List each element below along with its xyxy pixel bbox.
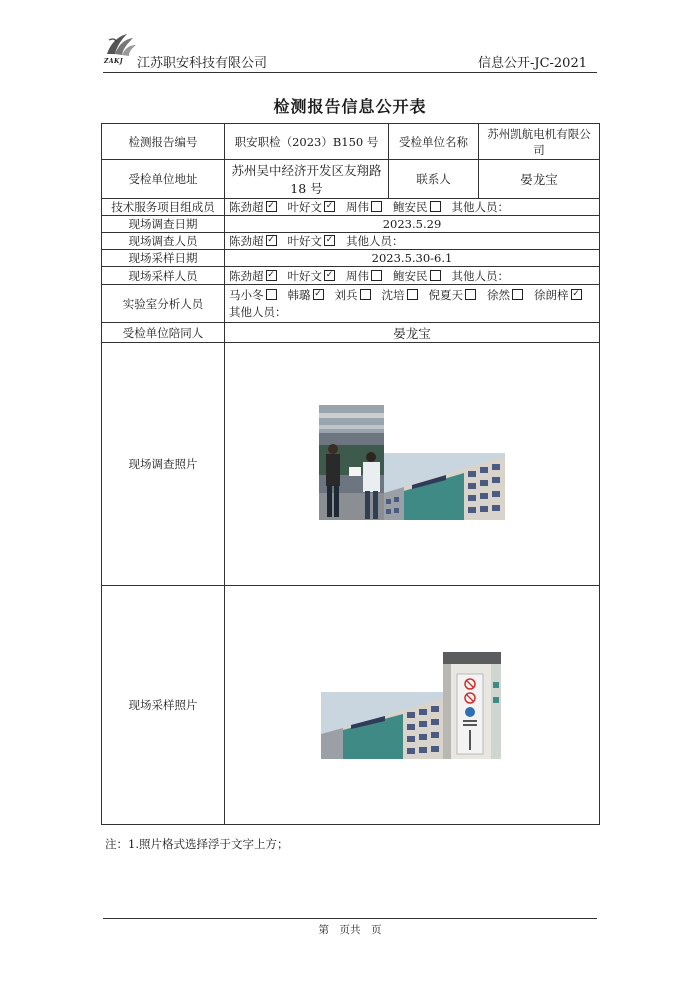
escort-label: 受检单位陪同人 xyxy=(102,323,225,343)
staff-name: 徐然 xyxy=(487,287,510,302)
header-rule xyxy=(103,72,597,73)
sampling-photo-cell xyxy=(225,586,600,825)
logo-text: ZAKJ xyxy=(104,58,124,65)
escort-value: 晏龙宝 xyxy=(225,323,600,343)
team-member-list xyxy=(229,200,452,214)
table-note: 注：1.照片格式选择浮于文字上方； xyxy=(105,837,289,851)
survey-photo-indoor xyxy=(319,405,384,520)
company-name: 江苏职安科技有限公司 xyxy=(137,56,268,71)
sampling-date-value: 2023.5.30-6.1 xyxy=(225,250,600,267)
staff-entry xyxy=(382,288,420,302)
page-header xyxy=(103,30,597,72)
staff-name: 陈劲超 xyxy=(229,268,264,283)
report-no-value: 职安职检（2023）B150 号 xyxy=(225,124,389,160)
unchecked-box-icon[interactable] xyxy=(371,201,382,212)
staff-entry xyxy=(288,200,338,214)
footer-rule xyxy=(103,918,597,919)
checked-box-icon[interactable] xyxy=(266,201,277,212)
survey-others-label: 其他人员： xyxy=(346,234,404,248)
staff-entry xyxy=(288,288,326,302)
survey-staff xyxy=(225,233,600,250)
table-row xyxy=(102,343,600,586)
team-label: 技术服务项目组成员 xyxy=(102,199,225,216)
address-value: 苏州吴中经济开发区友翔路 18 号 xyxy=(225,160,389,199)
unchecked-box-icon[interactable] xyxy=(512,289,523,300)
document-code: 信息公开-JC-2021 xyxy=(477,56,587,71)
survey-photo-cell xyxy=(225,343,600,586)
page-title: 检测报告信息公开表 xyxy=(273,97,427,116)
client-label: 受检单位名称 xyxy=(389,124,479,160)
staff-entry xyxy=(429,288,479,302)
checked-box-icon[interactable] xyxy=(324,201,335,212)
company-logo xyxy=(103,30,139,70)
unchecked-box-icon[interactable] xyxy=(266,289,277,300)
sampling-staff-label: 现场采样人员 xyxy=(102,267,225,285)
checked-box-icon[interactable] xyxy=(571,289,582,300)
survey-photo-building xyxy=(384,453,505,520)
sampling-staff xyxy=(225,267,600,285)
survey-date-value: 2023.5.29 xyxy=(225,216,600,233)
sampling-others-label: 其他人员： xyxy=(451,268,509,283)
sampling-staff-list xyxy=(229,269,452,283)
staff-name: 陈劲超 xyxy=(229,234,264,248)
table-row xyxy=(102,267,600,285)
checked-box-icon[interactable] xyxy=(324,235,335,246)
table-row xyxy=(102,216,600,233)
sampling-photo-label: 现场采样照片 xyxy=(102,586,225,825)
staff-name: 叶好文 xyxy=(287,268,322,283)
staff-name: 韩璐 xyxy=(287,287,311,302)
team-members xyxy=(225,199,600,216)
team-others-label: 其他人员： xyxy=(451,200,509,214)
address-label: 受检单位地址 xyxy=(102,160,225,199)
table-row xyxy=(102,285,600,323)
contact-label: 联系人 xyxy=(389,160,479,199)
survey-staff-label: 现场调查人员 xyxy=(102,233,225,250)
staff-name: 沈培 xyxy=(381,287,405,302)
table-row xyxy=(102,233,600,250)
staff-entry xyxy=(229,288,279,302)
staff-name: 陈劲超 xyxy=(229,200,264,214)
staff-name: 马小冬 xyxy=(229,287,264,302)
staff-name: 倪夏天 xyxy=(428,287,463,302)
sampling-date-label: 现场采样日期 xyxy=(102,250,225,267)
staff-name: 徐朗梓 xyxy=(534,287,569,302)
staff-entry xyxy=(288,269,338,283)
lab-staff xyxy=(225,285,600,323)
unchecked-box-icon[interactable] xyxy=(360,289,371,300)
staff-name: 周伟 xyxy=(346,268,369,283)
staff-name: 叶好文 xyxy=(287,234,322,248)
table-row xyxy=(102,323,600,343)
unchecked-box-icon[interactable] xyxy=(430,201,441,212)
staff-entry xyxy=(288,234,338,248)
report-no-label: 检测报告编号 xyxy=(102,124,225,160)
survey-photo-label: 现场调查照片 xyxy=(102,343,225,586)
table-row xyxy=(102,250,600,267)
lab-staff-list xyxy=(229,288,593,302)
lab-others-label: 其他人员： xyxy=(229,304,287,319)
staff-name: 鲍安民 xyxy=(393,268,428,283)
sampling-photo-signage xyxy=(443,652,501,759)
lab-label: 实验室分析人员 xyxy=(102,285,225,323)
unchecked-box-icon[interactable] xyxy=(430,270,441,281)
staff-entry xyxy=(346,269,384,283)
checked-box-icon[interactable] xyxy=(313,289,324,300)
checked-box-icon[interactable] xyxy=(324,270,335,281)
report-info-table xyxy=(101,123,600,825)
table-row xyxy=(102,160,600,199)
unchecked-box-icon[interactable] xyxy=(371,270,382,281)
staff-entry xyxy=(393,269,443,283)
table-row xyxy=(102,586,600,825)
staff-name: 鲍安民 xyxy=(393,200,428,214)
staff-entry xyxy=(229,200,279,214)
staff-entry xyxy=(487,288,525,302)
page-number: 第 页共 页 xyxy=(318,924,382,936)
checked-box-icon[interactable] xyxy=(266,270,277,281)
sampling-photo-building xyxy=(321,692,443,759)
unchecked-box-icon[interactable] xyxy=(465,289,476,300)
staff-name: 刘兵 xyxy=(334,287,358,302)
staff-entry xyxy=(229,234,279,248)
unchecked-box-icon[interactable] xyxy=(407,289,418,300)
staff-entry xyxy=(229,269,279,283)
staff-entry xyxy=(393,200,443,214)
table-row xyxy=(102,199,600,216)
survey-staff-list xyxy=(229,234,346,248)
staff-name: 叶好文 xyxy=(287,200,322,214)
checked-box-icon[interactable] xyxy=(266,235,277,246)
table-row xyxy=(102,124,600,160)
survey-date-label: 现场调查日期 xyxy=(102,216,225,233)
staff-entry xyxy=(346,200,384,214)
staff-name: 周伟 xyxy=(346,200,369,214)
staff-entry xyxy=(534,288,584,302)
staff-entry xyxy=(335,288,373,302)
client-value: 苏州凯航电机有限公司 xyxy=(479,124,600,160)
contact-value: 晏龙宝 xyxy=(479,160,600,199)
